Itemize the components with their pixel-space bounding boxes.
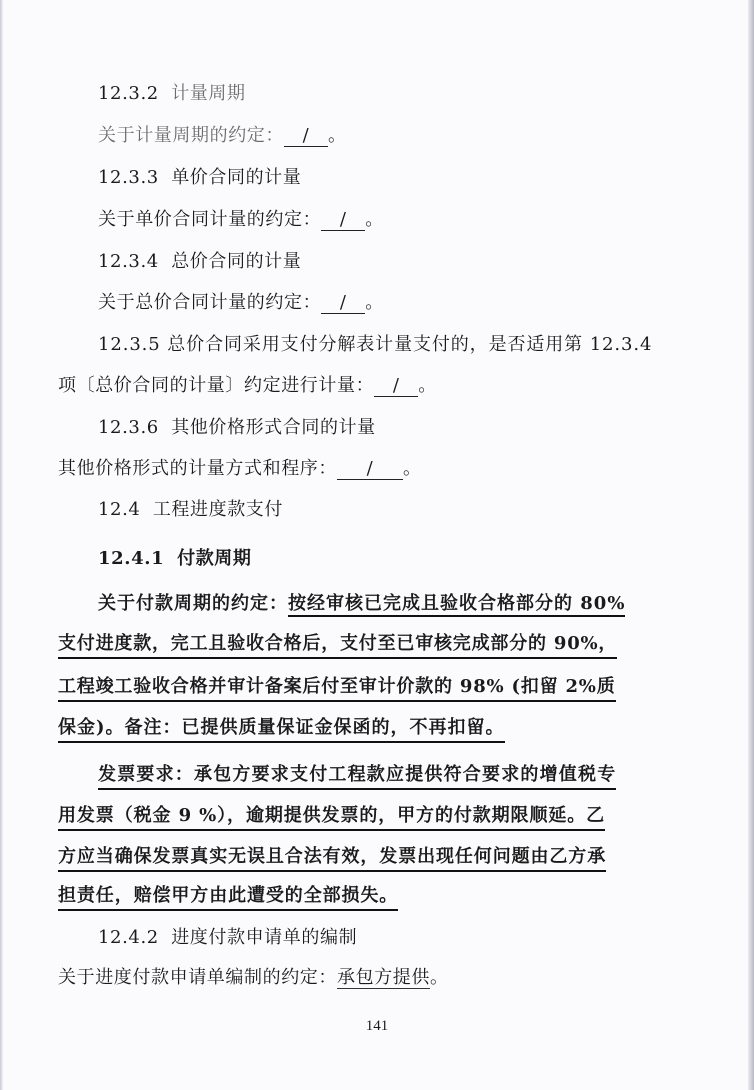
clause-label: 关于付款周期的约定：	[98, 593, 288, 614]
section-number: 12.4.2	[98, 927, 159, 948]
fill-blank: /	[337, 459, 403, 480]
clause-value: 承包方提供	[337, 967, 430, 988]
clause-12-3-4	[98, 291, 384, 315]
section-number: 12.3.6	[98, 417, 159, 438]
clause-text: 关于计量周期的约定：	[98, 125, 284, 146]
section-title: 计量周期	[171, 83, 246, 104]
payment-term-line4: 保金)。备注：已提供质量保证金保函的，不再扣留。	[58, 716, 505, 743]
invoice-req-line2: 用发票（税金 9 %），逾期提供发票的，甲方的付款期限顺延。乙	[58, 804, 605, 831]
heading-12-4	[98, 498, 283, 522]
section-title: 进度付款申请单的编制	[171, 927, 358, 948]
clause-end: 。	[418, 375, 437, 396]
clause-12-3-5-line2	[58, 374, 437, 398]
invoice-req-line4: 担责任，赔偿甲方由此遭受的全部损失。	[58, 884, 398, 911]
page-number: 141	[365, 1018, 389, 1034]
clause-text: 项〔总价合同的计量〕约定进行计量：	[58, 375, 375, 396]
invoice-req-line1: 发票要求：承包方要求支付工程款应提供符合要求的增值税专	[98, 763, 616, 790]
fill-blank: /	[374, 376, 418, 397]
clause-12-3-6	[58, 457, 422, 481]
section-number: 12.3.3	[98, 167, 159, 188]
heading-12-3-6	[98, 416, 376, 440]
section-title: 工程进度款支付	[152, 499, 284, 520]
section-number: 12.4.1	[98, 548, 165, 569]
section-title: 总价合同的计量	[171, 251, 302, 272]
clause-text: 关于总价合同计量的约定：	[98, 292, 322, 313]
section-number: 12.4	[98, 499, 141, 520]
clause-text: 其他价格形式的计量方式和程序：	[58, 458, 337, 479]
page-edge-left	[0, 0, 3, 1090]
clause-end: 。	[365, 292, 384, 313]
invoice-req-line3: 方应当确保发票真实无误且合法有效，发票出现任何问题由乙方承	[58, 845, 606, 872]
clause-12-3-3	[98, 208, 384, 232]
section-number: 12.3.4	[98, 251, 159, 272]
section-number: 12.3.2	[98, 83, 159, 104]
clause-end: 。	[328, 125, 347, 146]
payment-term-line2: 支付进度款，完工且验收合格后，支付至已审核完成部分的 90%，	[58, 632, 617, 659]
clause-12-4-2	[58, 966, 449, 990]
fill-blank: /	[284, 126, 328, 147]
page-edge-right	[748, 0, 754, 1090]
fill-blank: /	[321, 293, 365, 314]
section-title: 付款周期	[177, 548, 252, 569]
heading-12-4-1	[98, 547, 252, 571]
heading-12-4-2	[98, 926, 357, 950]
section-title: 单价合同的计量	[171, 167, 302, 188]
clause-text: 关于进度付款申请单编制的约定：	[58, 967, 337, 988]
heading-12-3-2	[98, 82, 246, 106]
clause-end: 。	[430, 967, 449, 988]
clause-end: 。	[403, 458, 422, 479]
clause-12-3-5-line1: 12.3.5 总价合同采用支付分解表计量支付的，是否适用第 12.3.4	[98, 334, 653, 355]
clause-text: 按经审核已完成且验收合格部分的 80%	[288, 593, 625, 617]
clause-end: 。	[365, 209, 384, 230]
heading-12-3-4	[98, 250, 301, 274]
clause-12-3-2	[98, 124, 347, 148]
fill-blank: /	[321, 210, 365, 231]
clause-text: 关于单价合同计量的约定：	[98, 209, 322, 230]
payment-term-line1	[98, 592, 625, 616]
payment-term-line3: 工程竣工验收合格并审计备案后付至审计价款的 98% (扣留 2%质	[58, 675, 616, 702]
heading-12-3-3	[98, 166, 301, 190]
section-title: 其他价格形式合同的计量	[171, 417, 376, 438]
